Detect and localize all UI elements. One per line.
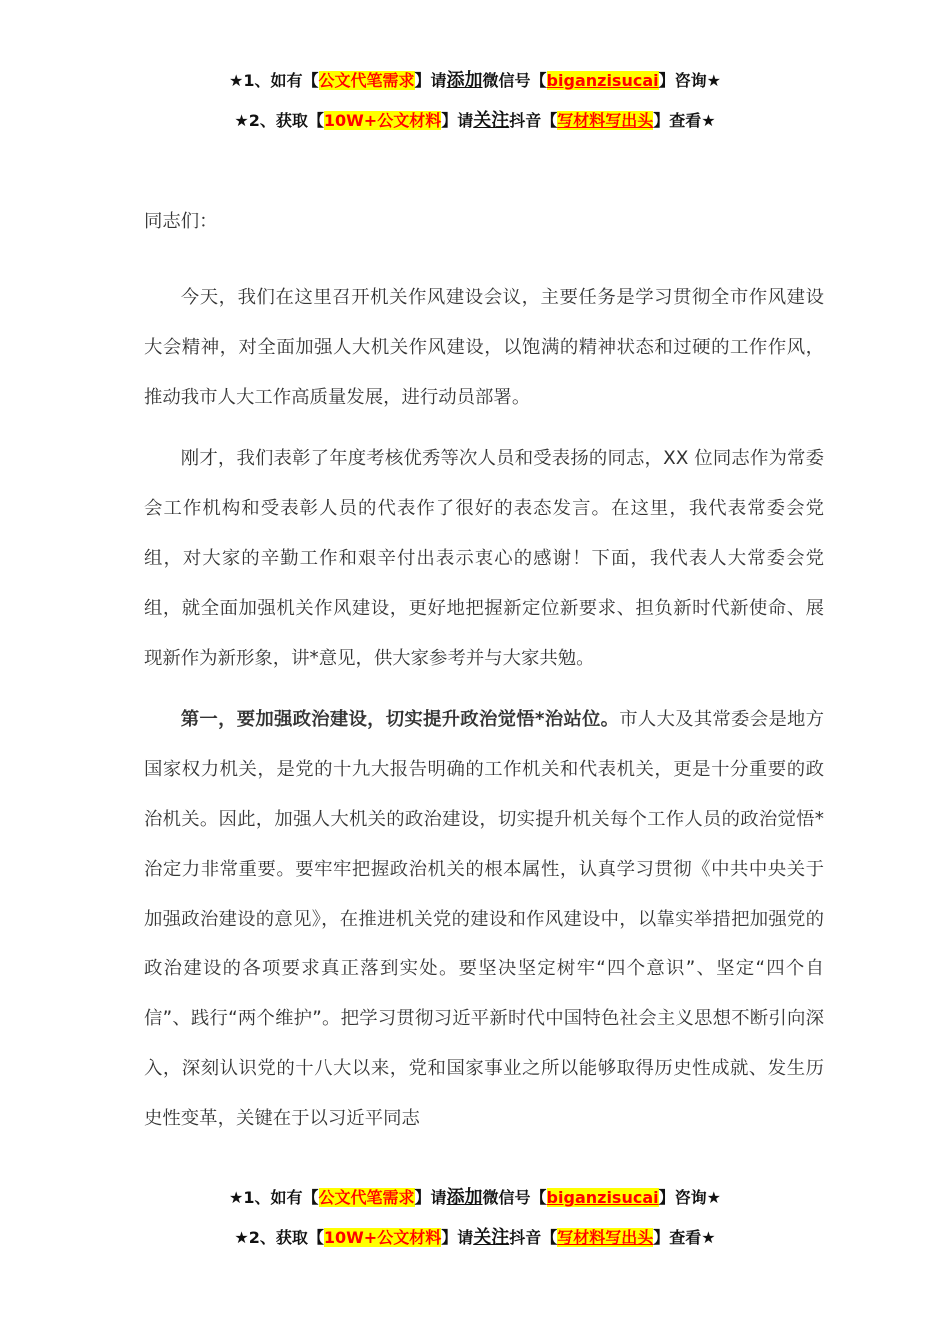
- salutation: 同志们：: [144, 211, 218, 232]
- promo-line-1: [0, 71, 950, 91]
- promo-line-2-prefix: ★2、获取【: [234, 111, 324, 130]
- promo-line-2-mid1: 】请: [441, 111, 474, 130]
- promo-line-2: [0, 1228, 950, 1248]
- promo-line-2-suffix: 】查看★: [653, 111, 716, 130]
- promo-wechat-id[interactable]: biganzisucai: [546, 71, 659, 90]
- promo-douyin-account[interactable]: 写材料写出头: [557, 1228, 654, 1247]
- paragraph: [144, 695, 824, 1143]
- promo-line-1-prefix: ★1、如有【: [229, 1188, 319, 1207]
- promo-line-2-prefix: ★2、获取【: [234, 1228, 324, 1247]
- promo-line-2-mid2: 抖音【: [509, 1228, 558, 1247]
- promo-line-1-prefix: ★1、如有【: [229, 71, 319, 90]
- promo-line-1-mid2: 微信号【: [482, 1188, 547, 1207]
- paragraph-bold-lead: 第一，要加强政治建设，切实提升政治觉悟*治站位。: [180, 709, 620, 731]
- promo-emphasis-follow: 关注: [473, 1227, 510, 1248]
- paragraph-text: 市人大及其常委会是地方国家权力机关，是党的十九大报告明确的工作机关和代表机关，更是十分重要的政治机关。因此，加强人大机关的政治建设，切实提升机关每个工作人员的政治觉悟*治定力非常重要。要牢牢把握政治机关的根本属性，认真学习贯彻《中共中央关于加强政治建设的意见》，在推进机关党的建设和作风建设中，以靠实举措把加强党的政治建设的各项要求真正落到实处。要坚决坚定树牢“四个意识”、坚定“四个自信”、践行“两个维护”。把学习贯彻习近平新时代中国特色社会主义思想不断引向深入，深刻认识党的十八大以来，党和国家事业之所以能够取得历史性成就、发生历史性变革，关键在于以习近平同志: [144, 709, 824, 1129]
- promo-line-1-mid1: 】请: [414, 1188, 447, 1207]
- promo-line-2-mid2: 抖音【: [509, 111, 558, 130]
- paragraph-text: 刚才，我们表彰了年度考核优秀等次人员和受表扬的同志，XX 位同志作为常委会工作机构和受表彰人员的代表作了很好的表态发言。在这里，我代表常委会党组，对大家的辛勤工作和艰辛付出表示衷心的感谢！下面，我代表人大常委会党组，就全面加强机关作风建设，更好地把握新定位新要求、担负新时代新使命、展现新作为新形象，讲*意见，供大家参考并与大家共勉。: [144, 448, 824, 669]
- paragraph: [144, 273, 824, 422]
- promo-emphasis-add: 添加: [446, 70, 483, 91]
- promo-highlight-materials: 10W+公文材料: [323, 111, 442, 130]
- promo-banner-top: [0, 71, 950, 131]
- promo-line-2: [0, 111, 950, 131]
- promo-highlight-materials: 10W+公文材料: [323, 1228, 442, 1247]
- promo-emphasis-follow: 关注: [473, 110, 510, 131]
- promo-line-2-mid1: 】请: [441, 1228, 474, 1247]
- promo-douyin-account[interactable]: 写材料写出头: [557, 111, 654, 130]
- promo-emphasis-add: 添加: [446, 1187, 483, 1208]
- promo-line-1-mid1: 】请: [414, 71, 447, 90]
- promo-line-1-mid2: 微信号【: [482, 71, 547, 90]
- promo-highlight-ghostwriting: 公文代笔需求: [318, 1188, 415, 1207]
- document-body: [144, 207, 824, 1144]
- promo-line-1: [0, 1188, 950, 1208]
- paragraph-text: 今天，我们在这里召开机关作风建设会议，主要任务是学习贯彻全市作风建设大会精神，对全面加强人大机关作风建设，以饱满的精神状态和过硬的工作作风，推动我市人大工作高质量发展，进行动员部署。: [144, 287, 824, 408]
- promo-banner-bottom: [0, 1188, 950, 1248]
- promo-wechat-id[interactable]: biganzisucai: [546, 1188, 659, 1207]
- paragraph: [144, 434, 824, 683]
- promo-line-2-suffix: 】查看★: [653, 1228, 716, 1247]
- promo-line-1-suffix: 】咨询★: [658, 71, 721, 90]
- promo-highlight-ghostwriting: 公文代笔需求: [318, 71, 415, 90]
- promo-line-1-suffix: 】咨询★: [658, 1188, 721, 1207]
